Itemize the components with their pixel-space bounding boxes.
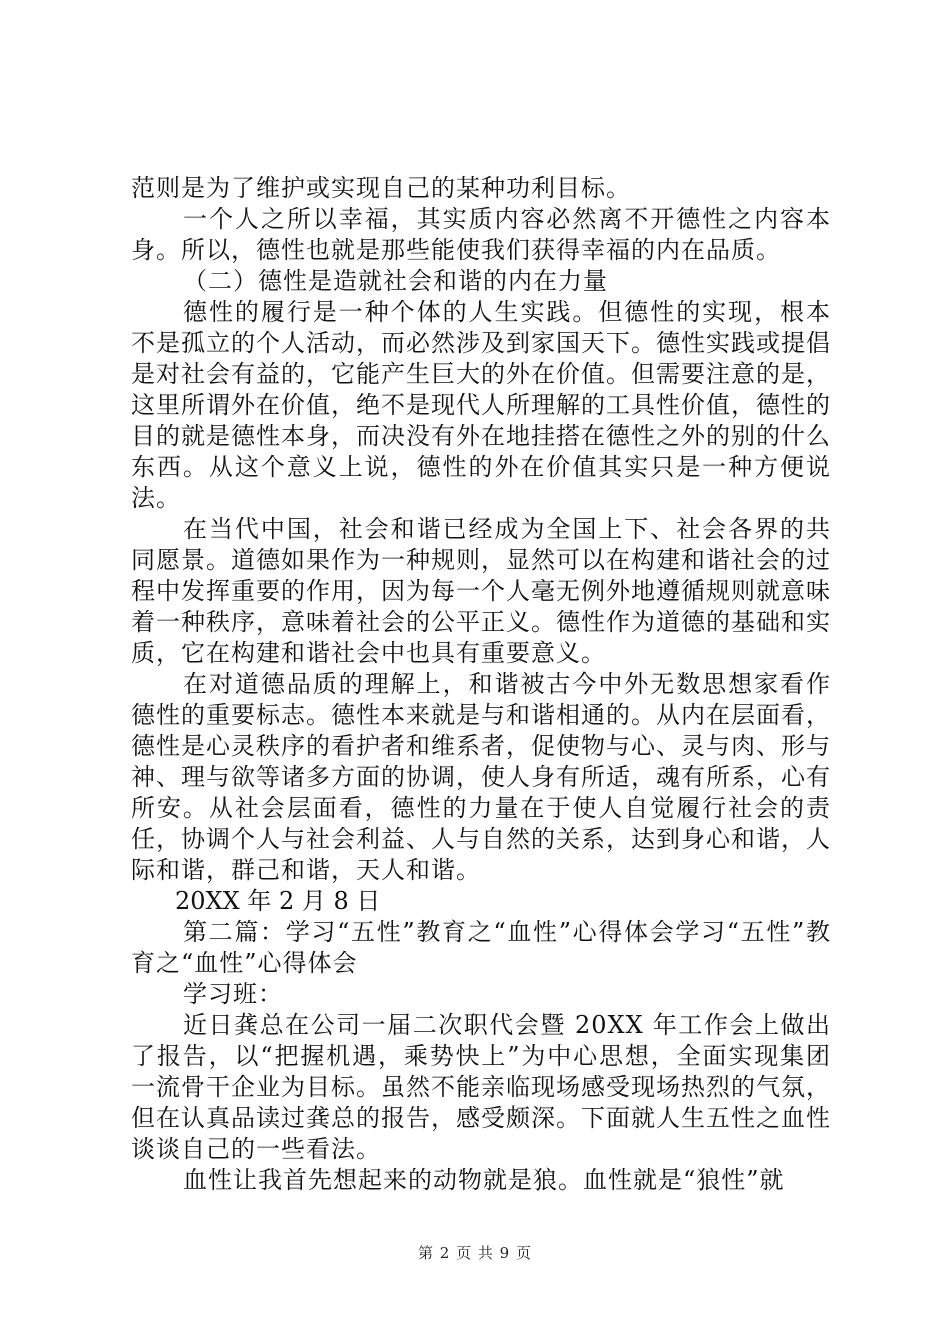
paragraph-moral-quality: 在对道德品质的理解上，和谐被古今中外无数思想家看作德性的重要标志。德性本来就是与和谐相通的。从内在层面看，德性是心灵秩序的看护者和维系者，促使物与心、灵与肉、形与神、理与欲等诸多方面的协调，使人身有所适，魂有所系，心有所安。从社会层面看，德性的力量在于使人自觉履行社会的责任，协调个人与社会利益、人与自然的关系，达到身心和谐，人际和谐，群己和谐，天人和谐。	[131, 670, 831, 884]
section-heading: （二）德性是造就社会和谐的内在力量	[183, 267, 608, 295]
document-body	[131, 173, 831, 1196]
article-title: 第二篇：学习“五性”教育之“血性”心得体会学习“五性”教育之“血性”心得体会	[131, 918, 831, 977]
page-footer: 第 2 页 共 9 页	[418, 1244, 532, 1262]
paragraph-report: 近日龚总在公司一届二次职代会暨 20XX 年工作会上做出了报告，以“把握机遇，乘势快上”为中心思想，全面实现集团一流骨干企业为目标。虽然不能亲临现场感受现场热烈的气氛，但在认真品读过龚总的报告，感受颇深。下面就人生五性之血性谈谈自己的一些看法。	[131, 1011, 831, 1163]
paragraph-wolf: 血性让我首先想起来的动物就是狼。血性就是“狼性”就	[183, 1166, 785, 1194]
salutation: 学习班：	[183, 980, 283, 1008]
paragraph-social-harmony: 在当代中国，社会和谐已经成为全国上下、社会各界的共同愿景。道德如果作为一种规则，显然可以在构建和谐社会的过程中发挥重要的作用，因为每一个人毫无例外地遵循规则就意味着一种秩序，意味着社会的公平正义。德性作为道德的基础和实质，它在构建和谐社会中也具有重要意义。	[131, 515, 831, 667]
paragraph-virtue-practice: 德性的履行是一种个体的人生实践。但德性的实现，根本不是孤立的个人活动，而必然涉及到家国天下。德性实践或提倡是对社会有益的，它能产生巨大的外在价值。但需要注意的是，这里所谓外在价值，绝不是现代人所理解的工具性价值，德性的目的就是德性本身，而决没有外在地挂搭在德性之外的别的什么东西。从这个意义上说，德性的外在价值其实只是一种方便说法。	[131, 298, 831, 512]
paragraph-continuation: 范则是为了维护或实现自己的某种功利目标。	[131, 174, 631, 202]
date-line: 20XX 年 2 月 8 日	[175, 887, 381, 915]
paragraph-happiness: 一个人之所以幸福，其实质内容必然离不开德性之内容本身。所以，德性也就是那些能使我们获得幸福的内在品质。	[131, 205, 831, 264]
